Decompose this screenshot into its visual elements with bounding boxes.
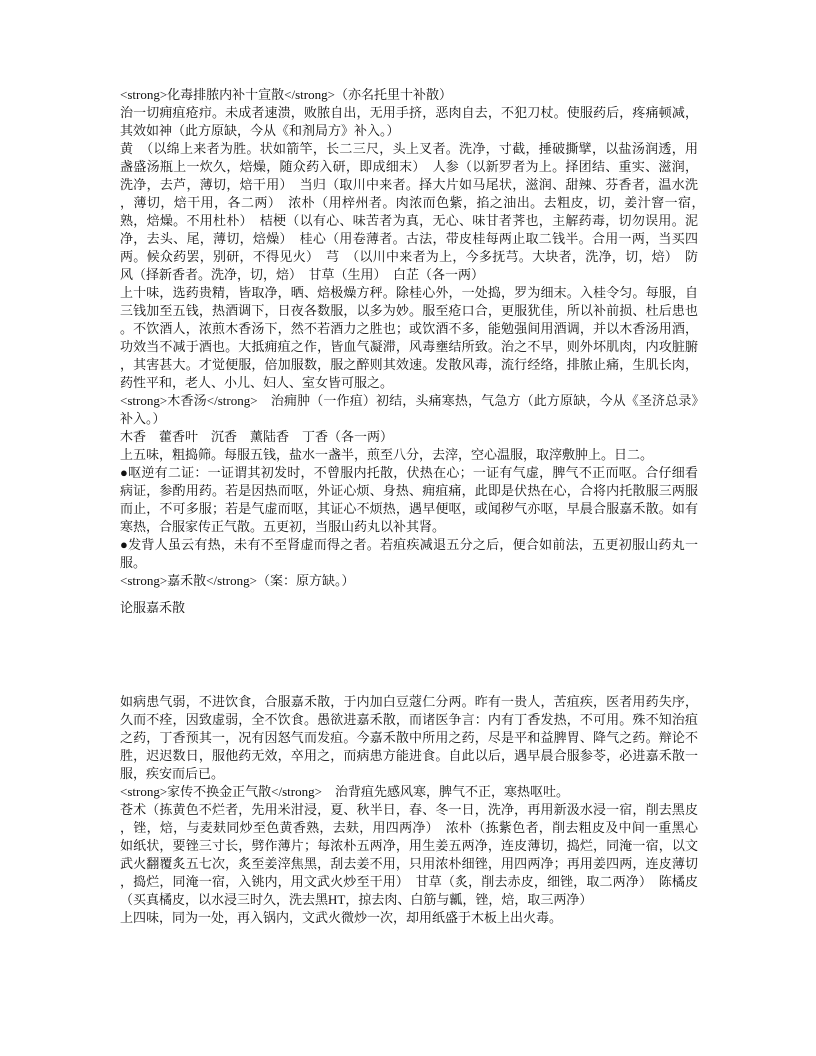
para-note-vomiting: ●呕逆有二证：一证谓其初发时，不曾服内托散，伏热在心；一证有气虚，脾气不正而呕。合仔细看病证，参酌用药。若是因热而呕，外证心烦、身热、痈疽痛，此即是伏热在心，合将内托散服三两服而止，不可多服；若是气虚而呕，其证心不烦热，遇早便呕，或闻秽气亦呕，早晨合服嘉禾散。如有寒热，合服家传正气散。五更初，当服山药丸以补其肾。 [120, 465, 698, 534]
para-muxiang-preparation: 上五味，粗捣筛。每服五钱，盐水一盏半，煎至八分，去滓，空心温服，取滓敷肿上。日二。 [120, 447, 654, 462]
para-shixuan-ingredients: 黄 （以绵上来者为胜。状如箭竿，长二三尺，头上叉者。洗净，寸截，捶破撕擘，以盐汤润透，用盏盛汤瓶上一炊久，焙燥，随众药入研，即成细末） 人参（以新罗者为上。择团结、重实、滋润，洗净，去芦，薄切，焙干用） 当归（取川中来者。择大片如马尾状，滋润、甜辣、芬香者，温水洗，薄切，焙干用，各二两） 浓朴（用梓州者。肉浓而色紫，掐之油出。去粗皮，切，姜汁窨一宿， 熟，焙燥。不用杜朴） 桔梗（以有心、味苦者为真，无心、味甘者荠也，主解药毒，切勿误用。泥净，去头、尾，薄切，焙燥） 桂心（用卷薄者。古法，带皮桂每两止取二钱半。合用一两，当买四两。候众药罢，别研，不得见火） 芎 （以川中来者为上，今多抚芎。大块者，洗净，切，焙） 防风（择新香者。洗净，切，焙） 甘草（生用） 白芷（各一两） [120, 141, 712, 282]
title-muxiang-tang: <strong>木香汤</strong> 治痈肿（一作疽）初结，头痛寒热，气急方（此方原缺，今从《圣济总录》补入。） [120, 393, 698, 426]
title-buhuanjin-zhengqi-san: <strong>家传不换金正气散</strong> 治背疽先感风寒，脾气不正，寒热呕吐。 [120, 784, 569, 799]
title-jiahe-san: <strong>嘉禾散</strong>（案：原方缺。） [120, 573, 355, 588]
para-note-fabei: ●发背人虽云有热，未有不至肾虚而得之者。若疽疾减退五分之后，便合如前法，五更初服山药丸一服。 [120, 537, 698, 570]
para-shixuan-indications: 治一切痈疽疮疖。未成者速溃，败脓自出，无用手挤，恶肉自去，不犯刀杖。使服药后，疼痛顿减，其效如神（此方原缺，今从《和剂局方》补入。） [120, 105, 698, 138]
title-shixuan-san: <strong>化毒排脓内补十宣散</strong>（亦名托里十补散） [120, 87, 452, 102]
para-zhengqi-preparation: 上四味，同为一处，再入锅内，文武火微炒一次，却用纸盛于木板上出火毒。 [120, 910, 563, 925]
para-shixuan-preparation: 上十味，选药贵精，皆取净，晒、焙极燥方秤。除桂心外，一处捣，罗为细末。入桂令匀。每服，自三钱加至五钱，热酒调下，日夜各数服，以多为妙。服至疮口合，更服犹佳，所以补前损、杜后患也。不饮酒人，浓煎木香汤下，然不若酒力之胜也；或饮酒不多，能勉强间用酒调，并以木香汤用酒，功效当不减于酒也。大抵痈疽之作，皆血气凝滞，风毒壅结所致。治之不早，则外坏肌肉，内攻脏腑，其害甚大。才觉便服，倍加服数，服之醉则其效速。发散风毒，流行经络，排脓止痛，生肌长肉，药性平和，老人、小儿、妇人、室女皆可服之。 [120, 285, 698, 390]
para-jiahe-discussion: 如病患气弱，不进饮食，合服嘉禾散，于内加白豆蔻仁分两。昨有一贵人，苦疽疾，医者用药失序，久而不痊，因致虚弱，全不饮食。愚欲进嘉禾散，而诸医争言：内有丁香发热，不可用。殊不知治疽之药，丁香预其一，况有因怒气而发疽。今嘉禾散中所用之药，尽是平和益脾胃、降气之药。辩论不胜，迟迟数日，服他药无效，卒用之，而病患方能进食。自此以后，遇早晨合服参苓，必进嘉禾散一服，疾安而后已。 [120, 694, 698, 781]
document-body [120, 86, 712, 927]
heading-lun-fu-jiahe-san: 论服嘉禾散 [120, 600, 186, 615]
para-muxiang-ingredients: 木香 藿香叶 沉香 薰陆香 丁香（各一两） [120, 429, 394, 444]
para-zhengqi-ingredients: 苍术（拣黄色不烂者，先用米泔浸，夏、秋半日，春、冬一日，洗净，再用新汲水浸一宿，削去黑皮，锉，焙，与麦麸同炒至色黄香熟，去麸，用四两净） 浓朴（拣紫色者，削去粗皮及中间一重黑心如纸状，要锉三寸长，劈作薄片；每浓朴五两净，用生姜五两净，连皮薄切，捣烂，同淹一宿，以文武火翻覆炙五七次，炙至姜滓焦黑，刮去姜不用，只用浓朴细锉，用四两净；再用姜四两，连皮薄切，捣烂，同淹一宿，入铫内，用文武火炒至干用） 甘草（炙，削去赤皮，细锉，取二两净） 陈橘皮（买真橘皮，以水浸三时久，洗去黑HT，掠去肉、白筋与瓤，锉，焙，取三两净） [120, 802, 698, 907]
